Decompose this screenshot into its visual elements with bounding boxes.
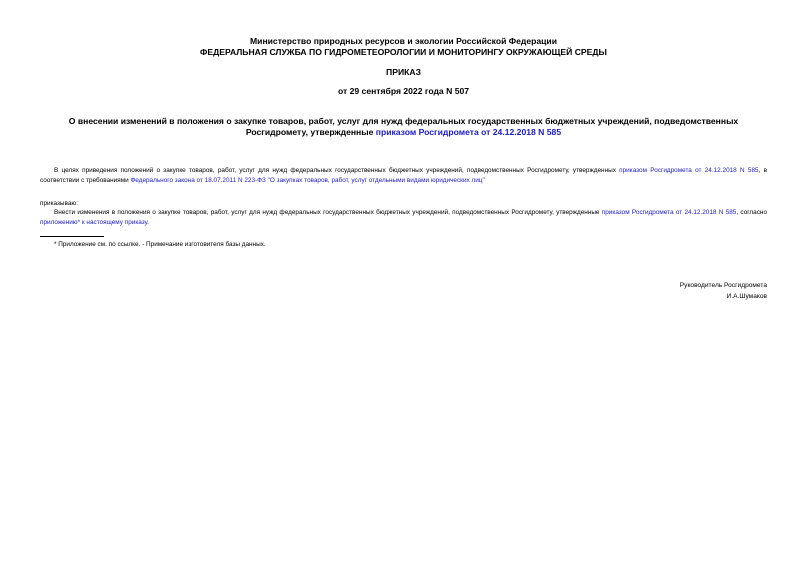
footnote: * Приложение см. по ссылке. - Примечание изготовителя базы данных. (54, 241, 266, 248)
title-line-2 (40, 127, 767, 138)
body-text-1: Внести изменения в положения о закупке товаров, работ, услуг для нужд федеральных государственных бюджетных учреждений, подведомственных Росгидромету, утвержденные (54, 209, 602, 216)
body-paragraph (40, 208, 767, 228)
body-order-link[interactable]: приказом Росгидромета от 24.12.2018 N 585 (601, 209, 737, 216)
title-line-2-text: Росгидромету, утвержденные (245, 127, 376, 137)
preamble-law-link[interactable]: Федерального закона от 18.07.2011 N 223-ФЗ "О закупках товаров, работ, услуг отдельными видами юридических лиц" (130, 177, 485, 184)
body-text-3: . (147, 219, 149, 226)
preamble-paragraph (40, 166, 767, 186)
preamble-text-2: , в соответствии с требованиями (40, 167, 768, 184)
document-date-number: от 29 сентября 2022 года N 507 (337, 86, 470, 96)
preamble-text-1: В целях приведения положений о закупке товаров, работ, услуг для нужд федеральных государственных бюджетных учреждений, подведомственных Росгидромету, утвержденных (54, 167, 620, 174)
document-type: ПРИКАЗ (386, 67, 421, 77)
service-name: ФЕДЕРАЛЬНАЯ СЛУЖБА ПО ГИДРОМЕТЕОРОЛОГИИ И МОНИТОРИНГУ ОКРУЖАЮЩЕЙ СРЕДЫ (200, 47, 607, 57)
title-order-link[interactable]: приказом Росгидромета от 24.12.2018 N 585 (375, 127, 562, 137)
body-appendix-link[interactable]: приложению* к настоящему приказу (40, 219, 148, 226)
preamble-order-link[interactable]: приказом Росгидромета от 24.12.2018 N 585 (619, 167, 759, 174)
signature-position: Руководитель Росгидромета (679, 282, 767, 289)
ministry-name: Министерство природных ресурсов и экологии Российской Федерации (250, 36, 557, 46)
signature-name: И.А.Шумаков (726, 293, 767, 300)
document-title (40, 116, 767, 138)
order-word: приказываю: (40, 200, 78, 207)
body-text-2: , согласно (736, 209, 767, 216)
title-line-1: О внесении изменений в положения о закупке товаров, работ, услуг для нужд федеральных государственных бюджетных учреждений, подведомственных (68, 116, 739, 126)
footnote-divider (40, 236, 104, 237)
